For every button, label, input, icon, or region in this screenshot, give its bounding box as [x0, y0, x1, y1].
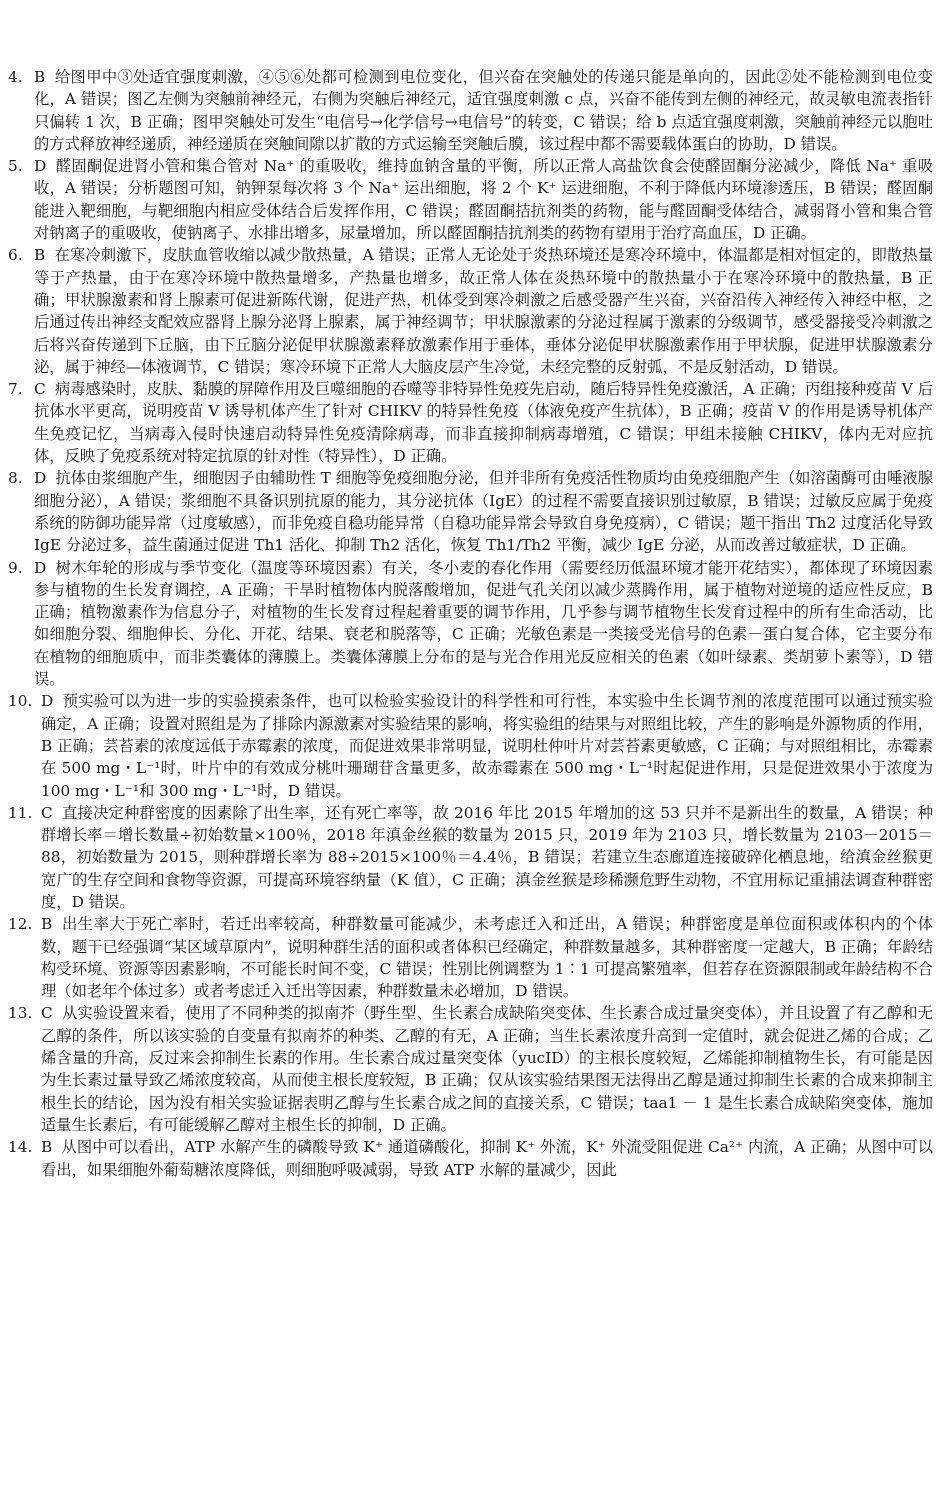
answer-letter: B	[34, 68, 46, 86]
answer-item-14	[8, 1136, 933, 1181]
explanation-text: 在寒冷刺激下，皮肤血管收缩以减少散热量，A 错误；正常人无论处于炎热环境还是寒冷环境中，体温都是相对恒定的，即散热量等于产热量，由于在寒冷环境中散热量增多，产热量也增多，故正常人体在炎热环境中的散热量小于在寒冷环境中的散热量，B 正确；甲状腺激素和肾上腺素可促进新陈代谢，促进产热，机体受到寒冷刺激之后感受器产生兴奋，兴奋沿传入神经传入神经中枢，之后通过传出神经支配效应器肾上腺分泌肾上腺素，属于神经调节；甲状腺激素的分泌过程属于激素的分级调节，感受器接受冷刺激之后将兴奋传递到下丘脑，由下丘脑分泌促甲状腺激素释放激素作用于垂体，垂体分泌促甲状腺激素作用于甲状腺，促进甲状腺激素分泌，属于神经—体液调节，C 错误；寒冷环境下正常人大脑皮层产生冷觉，未经完整的反射弧，不是反射活动，D 错误。	[34, 246, 933, 376]
answer-item-9	[8, 557, 933, 691]
answer-letter: C	[41, 1004, 53, 1023]
answer-item-13	[8, 1002, 933, 1136]
question-number: 10.	[8, 692, 33, 711]
answer-item-8	[8, 467, 933, 556]
answer-item-4	[8, 66, 933, 155]
question-number: 12.	[8, 915, 33, 934]
answer-letter: D	[34, 558, 47, 577]
explanation-text: 从图中可以看出，ATP 水解产生的磷酸导致 K⁺ 通道磷酸化，抑制 K⁺ 外流，K⁺ 外流受阻促进 Ca²⁺ 内流，A 正确；从图中可以看出，如果细胞外葡萄糖浓度降低，则细胞呼吸减弱，导致 ATP 水解的量减少，因此	[41, 1138, 933, 1179]
explanation-text: 病毒感染时，皮肤、黏膜的屏障作用及巨噬细胞的吞噬等非特异性免疫先启动，随后特异性免疫激活，A 正确；丙组接种疫苗 V 后抗体水平更高，说明疫苗 V 诱导机体产生了针对 CHIKV 的特异性免疫（体液免疫产生抗体），B 正确；疫苗 V 的作用是诱导机体产生免疫记忆，当病毒入侵时快速启动特异性免疫清除病毒，而非直接抑制病毒增殖，C 错误；甲组未接触 CHIKV，体内无对应抗体，反映了免疫系统对特定抗原的针对性（特异性），D 正确。	[34, 380, 933, 466]
answer-letter: B	[34, 246, 46, 265]
answer-item-6	[8, 244, 933, 378]
answer-letter: B	[41, 1138, 53, 1157]
explanation-text: 直接决定种群密度的因素除了出生率，还有死亡率等，故 2016 年比 2015 年增加的这 53 只并不是新出生的数量，A 错误；种群增长率＝增长数量÷初始数量×100％，2018 年滇金丝猴的数量为 2015 只，2019 年为 2103 只，增长数量为 2103－2015＝88，初始数量为 2015，则种群增长率为 88÷2015×100％＝4.4％，B 错误；若建立生态廊道连接破碎化栖息地，给滇金丝猴更宽广的生存空间和食物等资源，可提高环境容纳量（K 值），C 正确；滇金丝猴是珍稀濒危野生动物，不宜用标记重捕法调查种群密度，D 错误。	[41, 803, 933, 911]
question-number: 4.	[8, 68, 23, 86]
answer-letter: D	[34, 157, 47, 176]
answer-letter: C	[34, 380, 46, 399]
explanation-text: 抗体由浆细胞产生，细胞因子由辅助性 T 细胞等免疫细胞分泌，但并非所有免疫活性物质均由免疫细胞产生（如溶菌酶可由唾液腺细胞分泌），A 错误；浆细胞不具备识别抗原的能力，其分泌抗体（IgE）的过程不需要直接识别过敏原，B 错误；过敏反应属于免疫系统的防御功能异常（过度敏感），而非免疫自稳功能异常（自稳功能异常会导致自身免疫病），C 错误；题干指出 Th2 过度活化导致 IgE 分泌过多，益生菌通过促进 Th1 活化、抑制 Th2 活化，恢复 Th1/Th2 平衡，减少 IgE 分泌，从而改善过敏症状，D 正确。	[34, 469, 933, 555]
answer-letter: B	[41, 915, 53, 934]
question-number: 9.	[8, 558, 23, 577]
answer-letter: D	[41, 692, 54, 711]
answer-letter: D	[34, 469, 47, 488]
question-number: 7.	[8, 380, 23, 399]
explanation-text: 树木年轮的形成与季节变化（温度等环境因素）有关，冬小麦的春化作用（需要经历低温环境才能开花结实），都体现了环境因素参与植物的生长发育调控，A 正确；干旱时植物体内脱落酸增加，促进气孔关闭以减少蒸腾作用，属于植物对逆境的适应性反应，B 正确；植物激素作为信息分子，对植物的生长发育过程起着重要的调节作用，几乎参与调节植物生长发育过程中的所有生命活动，比如细胞分裂、细胞伸长、分化、开花、结果、衰老和脱落等，C 正确；光敏色素是一类接受光信号的色素－蛋白复合体，它主要分布在植物的细胞质中，而非类囊体的薄膜上。类囊体薄膜上分布的是与光合作用光反应相关的色素（如叶绿素、类胡萝卜素等），D 错误。	[34, 558, 933, 689]
answer-item-5	[8, 155, 933, 244]
question-number: 13.	[8, 1004, 33, 1023]
explanation-text: 预实验可以为进一步的实验摸索条件，也可以检验实验设计的科学性和可行性，本实验中生长调节剂的浓度范围可以通过预实验确定，A 正确；设置对照组是为了排除内源激素对实验结果的影响，将实验组的结果与对照组比较，产生的影响是外源物质的作用，B 正确；芸苔素的浓度远低于赤霉素的浓度，而促进效果非常明显，说明杜仲叶片对芸苔素更敏感，C 正确；与对照组相比，赤霉素在 500 mg・L⁻¹时，叶片中的有效成分桃叶珊瑚苷含量更多，故赤霉素在 500 mg・L⁻¹时起促进作用，只是促进效果小于浓度为 100 mg・L⁻¹和 300 mg・L⁻¹时，D 错误。	[41, 692, 933, 800]
explanation-text: 从实验设置来看，使用了不同种类的拟南芥（野生型、生长素合成缺陷突变体、生长素合成过量突变体），并且设置了有乙醇和无乙醇的条件，所以该实验的自变量有拟南芥的种类、乙醇的有无，A 正确；当生长素浓度升高到一定值时，就会促进乙烯的合成；乙烯含量的升高，反过来会抑制生长素的作用。生长素合成过量突变体（yucID）的主根长度较短，乙烯能抑制植物生长，有可能是因为生长素过量导致乙烯浓度较高，从而使主根长度较短，B 正确；仅从该实验结果图无法得出乙醇是通过抑制生长素的合成来抑制主根生长的结论，因为没有相关实验证据表明乙醇与生长素合成之间的直接关系，C 错误；taa1 － 1 是生长素合成缺陷突变体，施加适量生长素后，有可能缓解乙醇对主根生长的抑制，D 正确。	[41, 1004, 933, 1134]
answer-item-10	[8, 690, 933, 801]
question-number: 14.	[8, 1138, 33, 1157]
answer-item-7	[8, 378, 933, 467]
explanation-text: 醛固酮促进肾小管和集合管对 Na⁺ 的重吸收，维持血钠含量的平衡，所以正常人高盐饮食会使醛固酮分泌减少，降低 Na⁺ 重吸收，A 错误；分析题图可知，钠钾泵每次将 3 个 Na⁺ 运出细胞，将 2 个 K⁺ 运进细胞，不利于降低内环境渗透压，B 错误；醛固酮能进入靶细胞，与靶细胞内相应受体结合后发挥作用，C 错误；醛固酮拮抗剂类的药物，能与醛固酮受体结合，减弱肾小管和集合管对钠离子的重吸收，使钠离子、水排出增多，尿量增加，所以醛固酮拮抗剂类的药物有望用于治疗高血压，D 正确。	[34, 157, 933, 243]
answer-item-11	[8, 802, 933, 913]
answer-item-12	[8, 913, 933, 1002]
question-number: 5.	[8, 157, 23, 176]
explanation-text: 给图甲中③处适宜强度刺激，④⑤⑥处都可检测到电位变化，但兴奋在突触处的传递只能是单向的，因此②处不能检测到电位变化，A 错误；图乙左侧为突触前神经元，右侧为突触后神经元，适宜强度刺激 c 点，兴奋不能传到左侧的神经元，故灵敏电流表指针只偏转 1 次，B 正确；图甲突触处可发生“电信号→化学信号→电信号”的转变，C 错误；给 b 点适宜强度刺激，突触前神经元以胞吐的方式释放神经递质，神经递质在突触间隙以扩散的方式运输至突触后膜，该过程中都不需要载体蛋白的协助，D 错误。	[34, 68, 933, 153]
question-number: 6.	[8, 246, 23, 265]
question-number: 8.	[8, 469, 23, 488]
answer-letter: C	[41, 803, 53, 822]
question-number: 11.	[8, 803, 33, 822]
explanation-text: 出生率大于死亡率时，若迁出率较高，种群数量可能减少，未考虑迁入和迁出，A 错误；种群密度是单位面积或体积内的个体数，题干已经强调“某区域草原内”，说明种群生活的面积或者体积已经确定，种群数量越多，其种群密度一定越大，B 正确；年龄结构受环境、资源等因素影响，不可能长时间不变，C 错误；性别比例调整为 1∶1 可提高繁殖率，但若存在资源限制或年龄结构不合理（如老年个体过多）或者考虑迁入迁出等因素，种群数量未必增加，D 错误。	[41, 915, 933, 1001]
